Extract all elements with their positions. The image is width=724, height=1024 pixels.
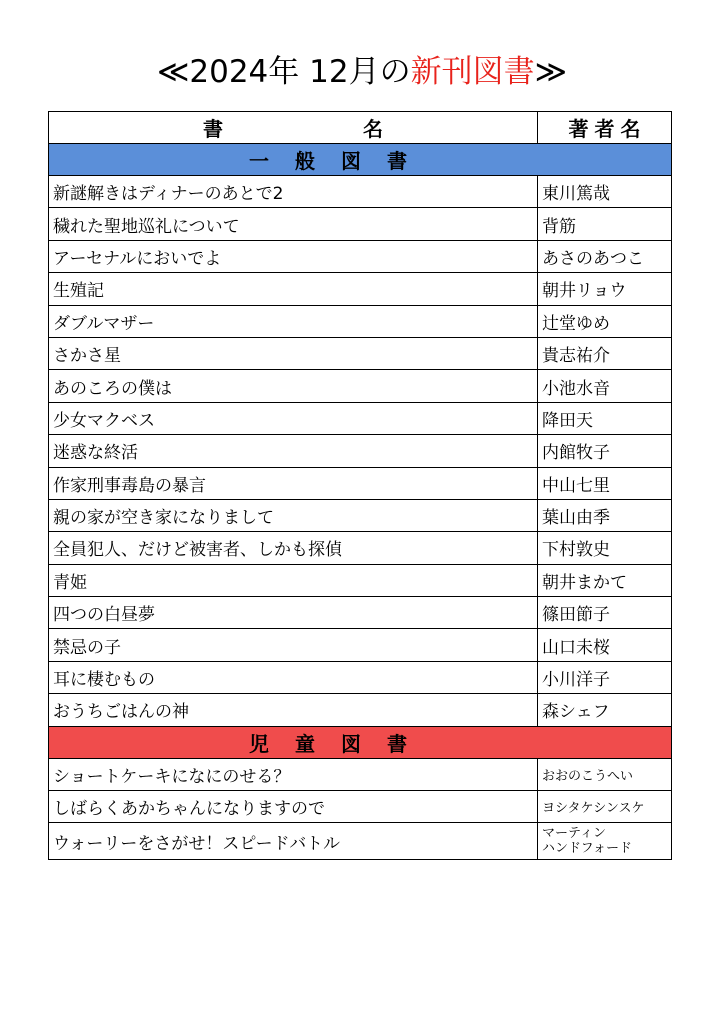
table-row [49, 467, 672, 499]
book-author-line: マーティン [542, 826, 606, 842]
section-children-row [49, 726, 672, 758]
book-author: 東川篤哉 [538, 176, 672, 208]
page-title [0, 50, 724, 94]
book-author: 下村敦史 [538, 532, 672, 564]
book-author: 内館牧子 [538, 435, 672, 467]
section-general [49, 144, 672, 176]
book-title: 穢れた聖地巡礼について [49, 208, 538, 240]
book-title: 全員犯人、だけど被害者、しかも探偵 [49, 532, 538, 564]
book-title: 作家刑事毒島の暴言 [49, 467, 538, 499]
table-row [49, 629, 672, 661]
book-title: しばらくあかちゃんになりますので [49, 791, 538, 823]
book-author: おおのこうへい [538, 758, 672, 790]
table-header-row [49, 112, 672, 144]
book-author: 篠田節子 [538, 597, 672, 629]
table-row [49, 402, 672, 434]
book-author: 中山七里 [538, 467, 672, 499]
section-children [49, 726, 672, 758]
book-author: 小川洋子 [538, 661, 672, 693]
book-author: 小池水音 [538, 370, 672, 402]
table-row [49, 273, 672, 305]
book-title: ウォーリーをさがせ！スピードバトル [49, 823, 538, 860]
book-list-table [48, 111, 672, 860]
book-title: おうちごはんの神 [49, 694, 538, 726]
table-row [49, 305, 672, 337]
table-row [49, 791, 672, 823]
header-author-column: 著者名 [538, 112, 672, 144]
book-author: 葉山由季 [538, 499, 672, 531]
book-title: ショートケーキになにのせる？ [49, 758, 538, 790]
book-author: 降田天 [538, 402, 672, 434]
book-author: 山口未桜 [538, 629, 672, 661]
title-accent: 新刊図書 [410, 54, 535, 90]
title-prefix: ≪2024年 12月の [156, 54, 411, 90]
section-children-label: 児童図書 [249, 731, 433, 756]
book-title: 親の家が空き家になりまして [49, 499, 538, 531]
book-title: 禁忌の子 [49, 629, 538, 661]
header-title-column: 書 名 [49, 112, 538, 144]
book-title: アーセナルにおいでよ [49, 240, 538, 272]
book-title: 四つの白昼夢 [49, 597, 538, 629]
table-row [49, 337, 672, 369]
book-title: 生殖記 [49, 273, 538, 305]
book-title: 新謎解きはディナーのあとで2 [49, 176, 538, 208]
table-row [49, 176, 672, 208]
table-row [49, 597, 672, 629]
table-row [49, 208, 672, 240]
book-author: 辻堂ゆめ [538, 305, 672, 337]
book-title: あのころの僕は [49, 370, 538, 402]
book-author: 貴志祐介 [538, 337, 672, 369]
table-row [49, 499, 672, 531]
table-row [49, 564, 672, 596]
section-general-label: 一般図書 [249, 149, 433, 173]
table-row [49, 240, 672, 272]
table-row [49, 823, 672, 860]
table-row [49, 758, 672, 790]
table-row [49, 435, 672, 467]
table-row [49, 370, 672, 402]
title-suffix: ≫ [534, 54, 568, 90]
table-row [49, 532, 672, 564]
book-author: 朝井リョウ [538, 273, 672, 305]
book-author: 背筋 [538, 208, 672, 240]
book-title: ダブルマザー [49, 305, 538, 337]
book-author-line: ハンドフォード [542, 841, 632, 857]
table-row [49, 694, 672, 726]
book-title: 青姫 [49, 564, 538, 596]
book-title: 少女マクベス [49, 402, 538, 434]
book-author: 森シェフ [538, 694, 672, 726]
book-author: 朝井まかて [538, 564, 672, 596]
book-author: あさのあつこ [538, 240, 672, 272]
book-author [538, 823, 672, 860]
book-author: ヨシタケシンスケ [538, 791, 672, 823]
book-title: 迷惑な終活 [49, 435, 538, 467]
book-title: 耳に棲むもの [49, 661, 538, 693]
book-title: さかさ星 [49, 337, 538, 369]
table-row [49, 661, 672, 693]
section-general-row [49, 144, 672, 176]
